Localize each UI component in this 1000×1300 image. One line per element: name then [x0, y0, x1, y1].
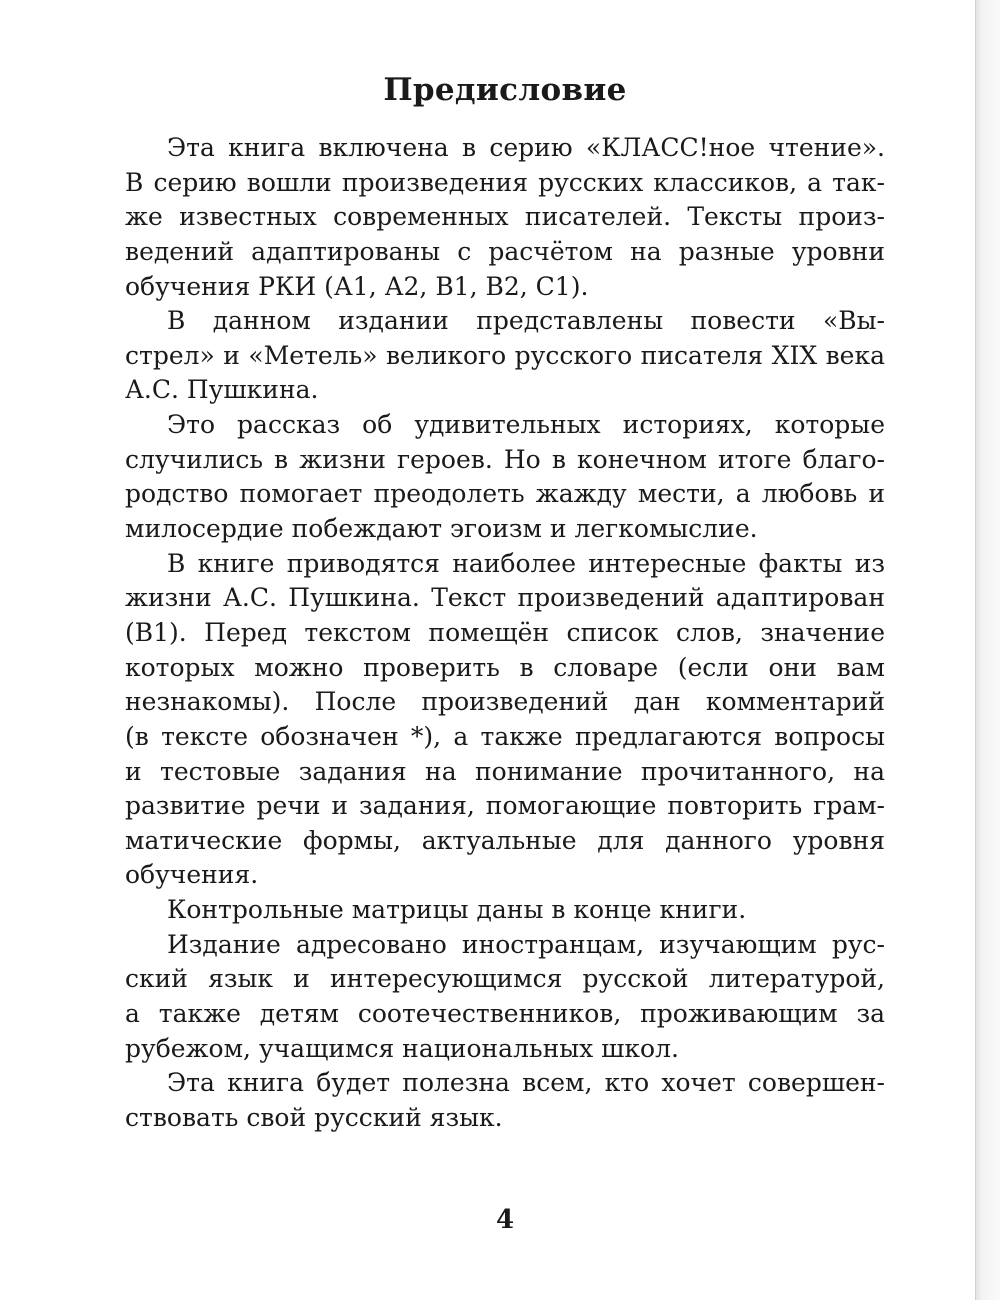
text-line: развитие речи и задания, помогающие повторить грам-	[125, 791, 885, 821]
paragraph-4	[125, 547, 885, 893]
text-line: жизни А.С. Пушкина. Текст произведений адаптирован	[125, 583, 885, 613]
text-line: же известных современных писателей. Тексты произ-	[125, 202, 885, 232]
text-line: случились в жизни героев. Но в конечном итоге благо-	[125, 444, 885, 474]
text-line: ведений адаптированы с расчётом на разные уровни	[125, 236, 885, 266]
text-line: В данном издании представлены повести «Вы-	[167, 306, 885, 336]
text-line: рубежом, учащимся национальных школ.	[125, 1033, 679, 1063]
text-line: родство помогает преодолеть жажду мести, а любовь и	[125, 479, 885, 509]
text-line: Эта книга включена в серию «КЛАСС!ное чтение».	[167, 133, 885, 162]
paragraph-3	[125, 408, 885, 547]
preface-body	[125, 131, 885, 1136]
text-line: незнакомы). После произведений дан комментарий	[125, 687, 885, 717]
text-line: Это рассказ об удивительных историях, которые	[167, 410, 885, 440]
text-line: В серию вошли произведения русских классиков, а так-	[125, 167, 885, 197]
paragraph-7	[125, 1066, 885, 1135]
text-line: обучения РКИ (А1, А2, В1, В2, С1).	[125, 271, 589, 301]
text-line: и тестовые задания на понимание прочитанного, на	[125, 756, 885, 786]
text-line: А.С. Пушкина.	[125, 375, 319, 405]
text-line: стрел» и «Метель» великого русского писателя XIX века	[125, 340, 885, 370]
text-line: а также детям соотечественников, проживающим за	[125, 999, 885, 1029]
page-number: 4	[495, 1205, 515, 1235]
page-title: Предисловие	[383, 72, 627, 108]
text-line: ский язык и интересующимся русской литературой,	[125, 964, 885, 994]
text-line: (В1). Перед текстом помещён список слов, значение	[125, 617, 885, 647]
text-line: Эта книга будет полезна всем, кто хочет совершен-	[167, 1068, 885, 1098]
text-line: Контрольные матрицы даны в конце книги.	[167, 895, 747, 925]
paragraph-2	[125, 304, 885, 408]
paragraph-6	[125, 928, 885, 1067]
paragraph-1	[125, 131, 885, 304]
text-line: которых можно проверить в словаре (если они вам	[125, 652, 885, 682]
paragraph-5	[125, 893, 885, 928]
page-edge-divider	[975, 0, 1000, 1300]
text-line: матические формы, актуальные для данного уровня	[125, 825, 885, 855]
text-line: ствовать свой русский язык.	[125, 1102, 503, 1132]
text-line: В книге приводятся наиболее интересные факты из	[167, 548, 885, 578]
text-line: милосердие побеждают эгоизм и легкомыслие.	[125, 514, 758, 544]
text-line: обучения.	[125, 860, 259, 890]
text-line: Издание адресовано иностранцам, изучающим рус-	[167, 929, 885, 959]
text-line: (в тексте обозначен *), а также предлагаются вопросы	[125, 721, 885, 751]
